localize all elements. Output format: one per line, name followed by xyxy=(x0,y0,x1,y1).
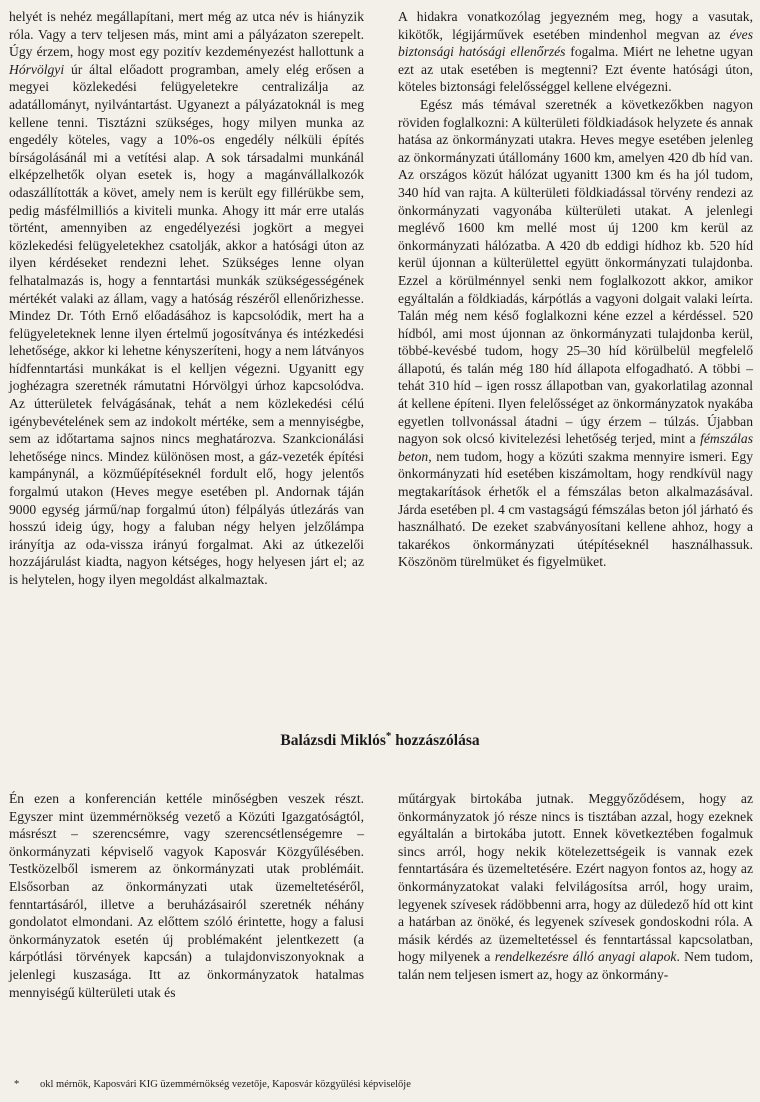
text-run: Egész más témával szeretnék a következőkben nagyon röviden foglalkozni: A külterületi földkiadások helyzete és annak hatása az önkormányzati utakra. Heves megye esetében jelenleg az önkormányzati útállomány 1600 km, amelyen 420 db híd van. Az országos közút hálózat ugyanitt 1300 km és ha jól tudom, 340 híd van rajta. A külterületi földkiadással törvény rendezi az önkormányzati vagyonába külterületi utakat. A jelenlegi meglévő 1600 km mellé most új 1200 km kerül az önkormányzati hálózatba. A 420 db eddigi hídhoz kb. 520 híd kerül újonnan a külterülettel együtt önkormányzati tulajdonba. Ezzel a körülménnyel senki nem foglalkozott akkor, amikor egyáltalán a földkiadás, kárpótlás a vagyoni dolgait valaki leírta. Talán még nem késő foglalkozni kéne ezzel a kérdéssel. 520 hídból, ami most újonnan az önkormányzati tulajdonba kerül, többé-kevésbé tudom, hogy 25–30 híd körülbelül megfelelő állapotú, és talán még 180 híd állapota elfogadható. A többi – tehát 310 híd – igen rossz állapotban van, gyakorlatilag azonnal át kellene építeni. Ilyen felelősséget az önkormányzatok nyakába egyetlen tollvonással átadni – úgy érzem – túlzás. Újabban nagyon sok olcsó kivitelezési lehetőség terjed, mint a xyxy=(398,96,753,447)
author-name: Balázsdi Miklós xyxy=(280,732,386,750)
paragraph xyxy=(398,8,753,96)
emphasis: rendelkezésre álló anyagi alapok xyxy=(494,949,677,965)
section-heading xyxy=(0,730,760,750)
paragraph xyxy=(398,790,753,984)
footnote-mark: * xyxy=(385,730,392,742)
emphasis: éves biztonsági hatósági ellenőrzés xyxy=(398,26,753,60)
emphasis: fémszálas beton xyxy=(398,431,753,464)
column-bottom-left xyxy=(9,790,364,1001)
paragraph xyxy=(398,96,753,571)
text-run: helyét is nehéz megállapítani, mert még az utca név is hiányzik róla. Vagy a terv teljesen más, mint ami a pályázaton szerepelt. Úgy érzem, hogy most egy pozitív kezdeményezést hallottunk a xyxy=(9,9,364,60)
paragraph xyxy=(9,8,364,589)
text-run: . Nem tudom, talán nem teljesen ismert az, hogy az önkormány- xyxy=(398,949,753,982)
column-top-left xyxy=(9,8,364,589)
heading-text: hozzászólása xyxy=(391,732,480,750)
paragraph xyxy=(9,790,364,1001)
text-run: Én ezen a konferencián kettéle minőségben veszek részt. Egyszer mint üzemmérnökség vezető a Közúti Igazgatóságtól, másrészt – szerencsémre, vagy szerencsétlenségemre – önkormányzati képviselő vagyok Kaposvár Közgyűlésében. Testközelből ismerem az önkormányzati utak problémáit. Elsősorban az önkormányzati utak üzemeltetéséről, fenntartásáról, illetve a beruházásairól szeretnék néhány gondolatot elmondani. Az előttem szóló érintette, hogy a falusi önkormányzatok esetén új problémaként jelentkezett (a kárpótlási törvények kapcsán) a tulajdonviszonyoknak a jelenlegi kuszasága. Itt az önkormányzatok hatalmas mennyiségű külterületi utak és xyxy=(9,791,364,1000)
text-run: fogalma. Miért ne lehetne ugyan ezt az utak esetében is megtenni? Ezt évente hatósági úton, köteles biztonsági felelősséggel kellene elvégezni. xyxy=(398,44,754,95)
text-run: úr által előadott programban, amely elég erősen a megyei közlekedési felügyeletekre centralizálja az adatállományt, nyilvántartást. Ugyanezt a pályázatoknál is meg kellene tenni. Tisztázni szükséges, hogy milyen munka az engedély köteles, vagy a 10%-os engedély nélküli építés bírságolásánál mi a vetítési alap. A sok társadalmi munkánál elképzelhetők olyan esetek is, hogy a magánvállalkozók odaszállították a követ, amely nem is került egy fillérükbe sem, pedig másfélmilliós a kiviteli munka. Ahogy itt már erre utalás történt, amennyiben az engedélyezési jogkört a megyei közlekedési felügyeletekhez csatolják, akkor a hatósági úton az ilyen kérdéseket rendezni lehet. Szükséges lenne olyan felhatalmazás is, hogy a fenntartási munkák szükségességének mértékét valaki az állam, vagy a hatóság részéről ellenőrizhesse. Mindez Dr. Tóth Ernő előadásához is kapcsolódik, mert ha a felügyeleteknek lenne ilyen értelmű jogosítványa és intézkedési lehetősége, akkor ki lehetne kényszeríteni, hogy a nem látványos hídfenntartási munkákat is el kelljen végezni. Ugyanitt egy joghézagra szeretnék rámutatni Hórvölgyi úrhoz kapcsolódva. Az útterületek felvágásának, tehát a nem közlekedési célú igénybevételének sem az indokolt mértéke, sem a mennyiségbe, sem az időtartama sajnos nincs meghatározva. Szankcionálási lehetősége nincs. Mindez különösen most, a gáz-vezeték építési kampánynál, a közműépítéseknél fordult elő, hogy jelentős forgalmú utakon (Heves megye esetében pl. Andornak táján 9000 egység jármű/nap forgalmú úton) félpályás útlezárás van hosszú ideig úgy, hogy a faluban négy helyen jelzőlámpa irányítja az oda-vissza irányú forgalmat. Aki az útkezelői hozzájárulást kiadta, nagyon kétséges, hogy helyesen járt el; az is helytelen, hogy ilyen megoldást alkalmaztak. xyxy=(9,61,364,587)
text-run: A hidakra vonatkozólag jegyezném meg, hogy a vasutak, kikötők, légijárművek esetében mindenhol megvan az xyxy=(398,9,753,42)
footnote xyxy=(14,1078,754,1091)
text-run: műtárgyak birtokába jutnak. Meggyőződésem, hogy az önkormányzatok jó része nincs is tisztában azzal, hogy ezeknek egyáltalán a birtokába jutott. Ennek következtében fogalmuk sincs arról, hogy nekik kötelezettségeik is vannak ezek fenntartására és üzemeltetésére. Ezért nagyon fontos az, hogy az önkormányzatokat valaki felvilágosítsa arról, hogy uraim, legyenek szívesek rádöbbenni arra, hogy az düledező híd ott kint a határban az önöké, és legyenek szívesek gondoskodni róla. A másik kérdés az üzemeltetéssel és fenntartással kapcsolatban, hogy milyenek a xyxy=(398,791,753,965)
column-top-right xyxy=(398,8,753,571)
emphasis: Hórvölgyi xyxy=(9,61,65,77)
footnote-text: okl mérnök, Kaposvári KIG üzemmérnökség vezetője, Kaposvár közgyűlési képviselője xyxy=(40,1079,411,1090)
column-bottom-right xyxy=(398,790,753,984)
text-run: , nem tudom, hogy a közúti szakma mennyire ismeri. Egy önkormányzati híd esetében kiszámoltam, hogy rendkívül nagy megtakarítások érhetők el a fémszálas beton alkalmazásával. Járda esetében pl. 4 cm vastagságú fémszálas beton jól járható és használható. De ezeket szabványosítani kellene ahhoz, hogy a takarékos önkormányzati útépítéseknél használhassuk. Köszönöm türelmüket és figyelmüket. xyxy=(398,448,753,570)
footnote-mark: * xyxy=(14,1079,20,1090)
